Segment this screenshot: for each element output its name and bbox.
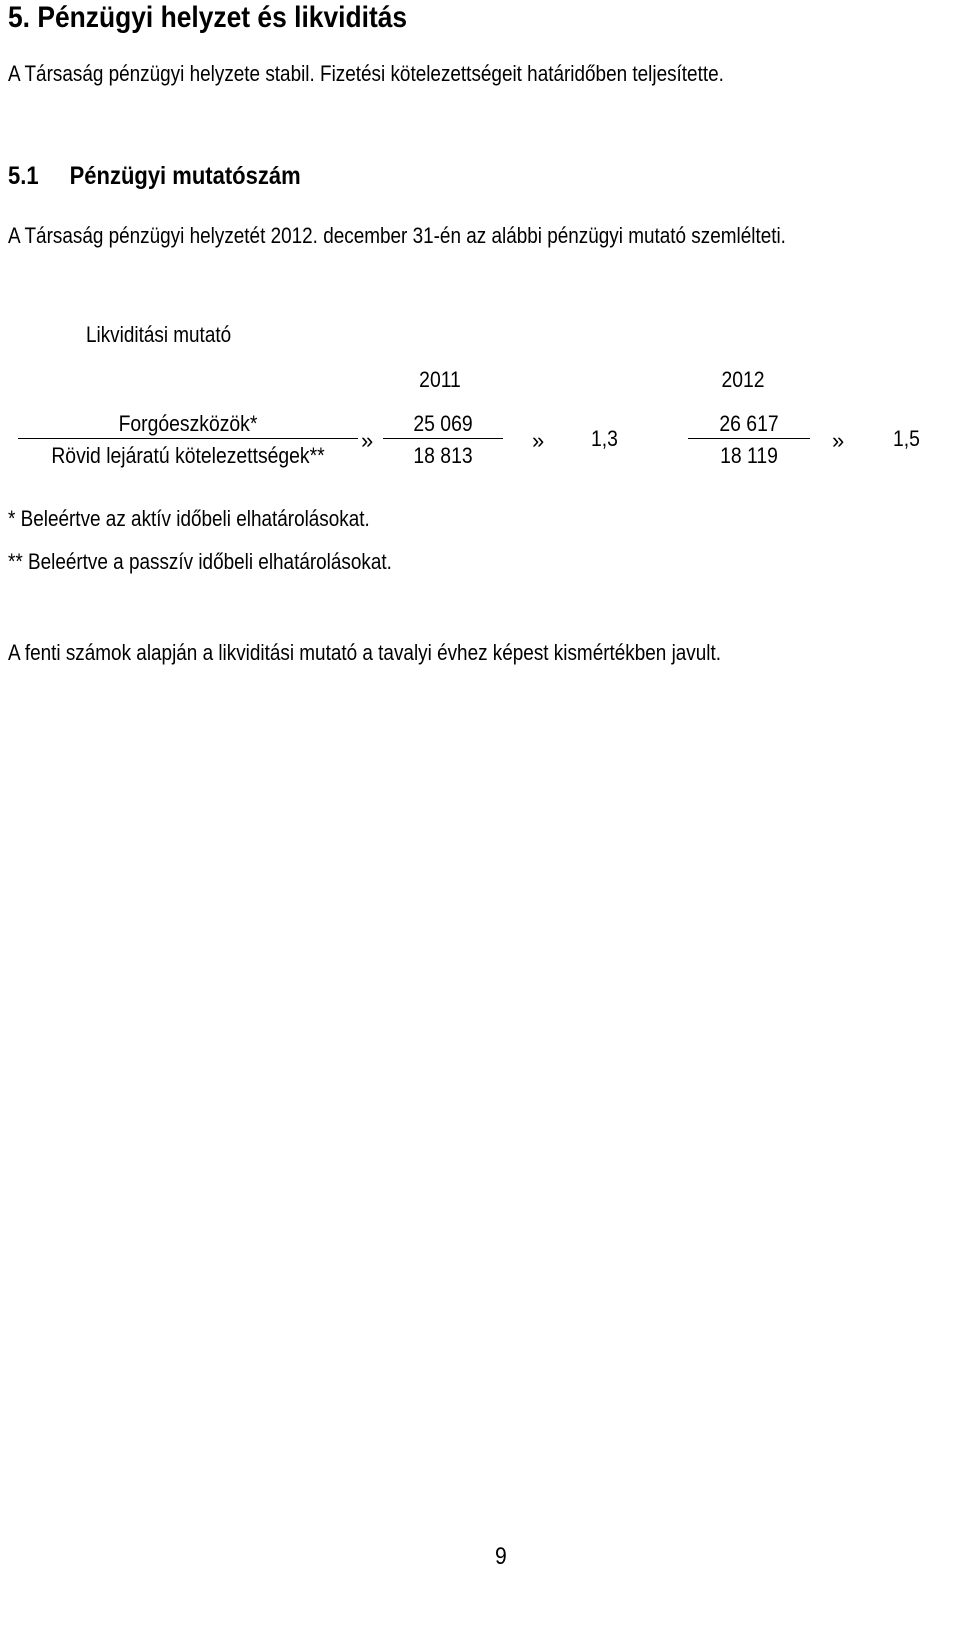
subsection-title: Pénzügyi mutatószám [69,162,301,190]
numerator-2012: 26 617 [719,411,779,436]
arrow-marker-3: » [832,428,845,453]
section-heading: 5. Pénzügyi helyzet és likviditás [8,1,408,34]
numerator-2011: 25 069 [413,411,473,436]
section-intro: A Társaság pénzügyi helyzete stabil. Fizetési kötelezettségeit határidőben teljesítette. [8,61,724,86]
ratio-table-title: Likviditási mutató [86,322,232,347]
subsection-number: 5.1 [8,162,39,190]
year-2012-header: 2012 [721,367,765,392]
subsection-heading [8,160,301,192]
fraction-line-2012 [688,438,810,439]
footnote-passive-accruals: ** Beleértve a passzív időbeli elhatárolásokat. [8,549,392,574]
result-2012: 1,5 [893,426,920,451]
denominator-2011: 18 813 [413,443,473,468]
subsection-text: A Társaság pénzügyi helyzetét 2012. december 31-én az alábbi pénzügyi mutató szemlélteti. [8,223,786,248]
denominator-2012: 18 119 [720,443,778,468]
numerator-label: Forgóeszközök* [118,411,258,436]
footnote-active-accruals: * Beleértve az aktív időbeli elhatárolásokat. [8,506,370,531]
arrow-marker-1: » [361,428,374,453]
fraction-line-2011 [383,438,503,439]
denominator-label: Rövid lejáratú kötelezettségek** [51,443,325,468]
result-2011: 1,3 [591,426,618,451]
year-2011-header: 2011 [419,367,461,392]
arrow-marker-2: » [532,428,545,453]
label-fraction-line [18,438,358,439]
conclusion-text: A fenti számok alapján a likviditási mutató a tavalyi évhez képest kismértékben javult. [8,640,722,665]
page-number: 9 [495,1543,507,1570]
